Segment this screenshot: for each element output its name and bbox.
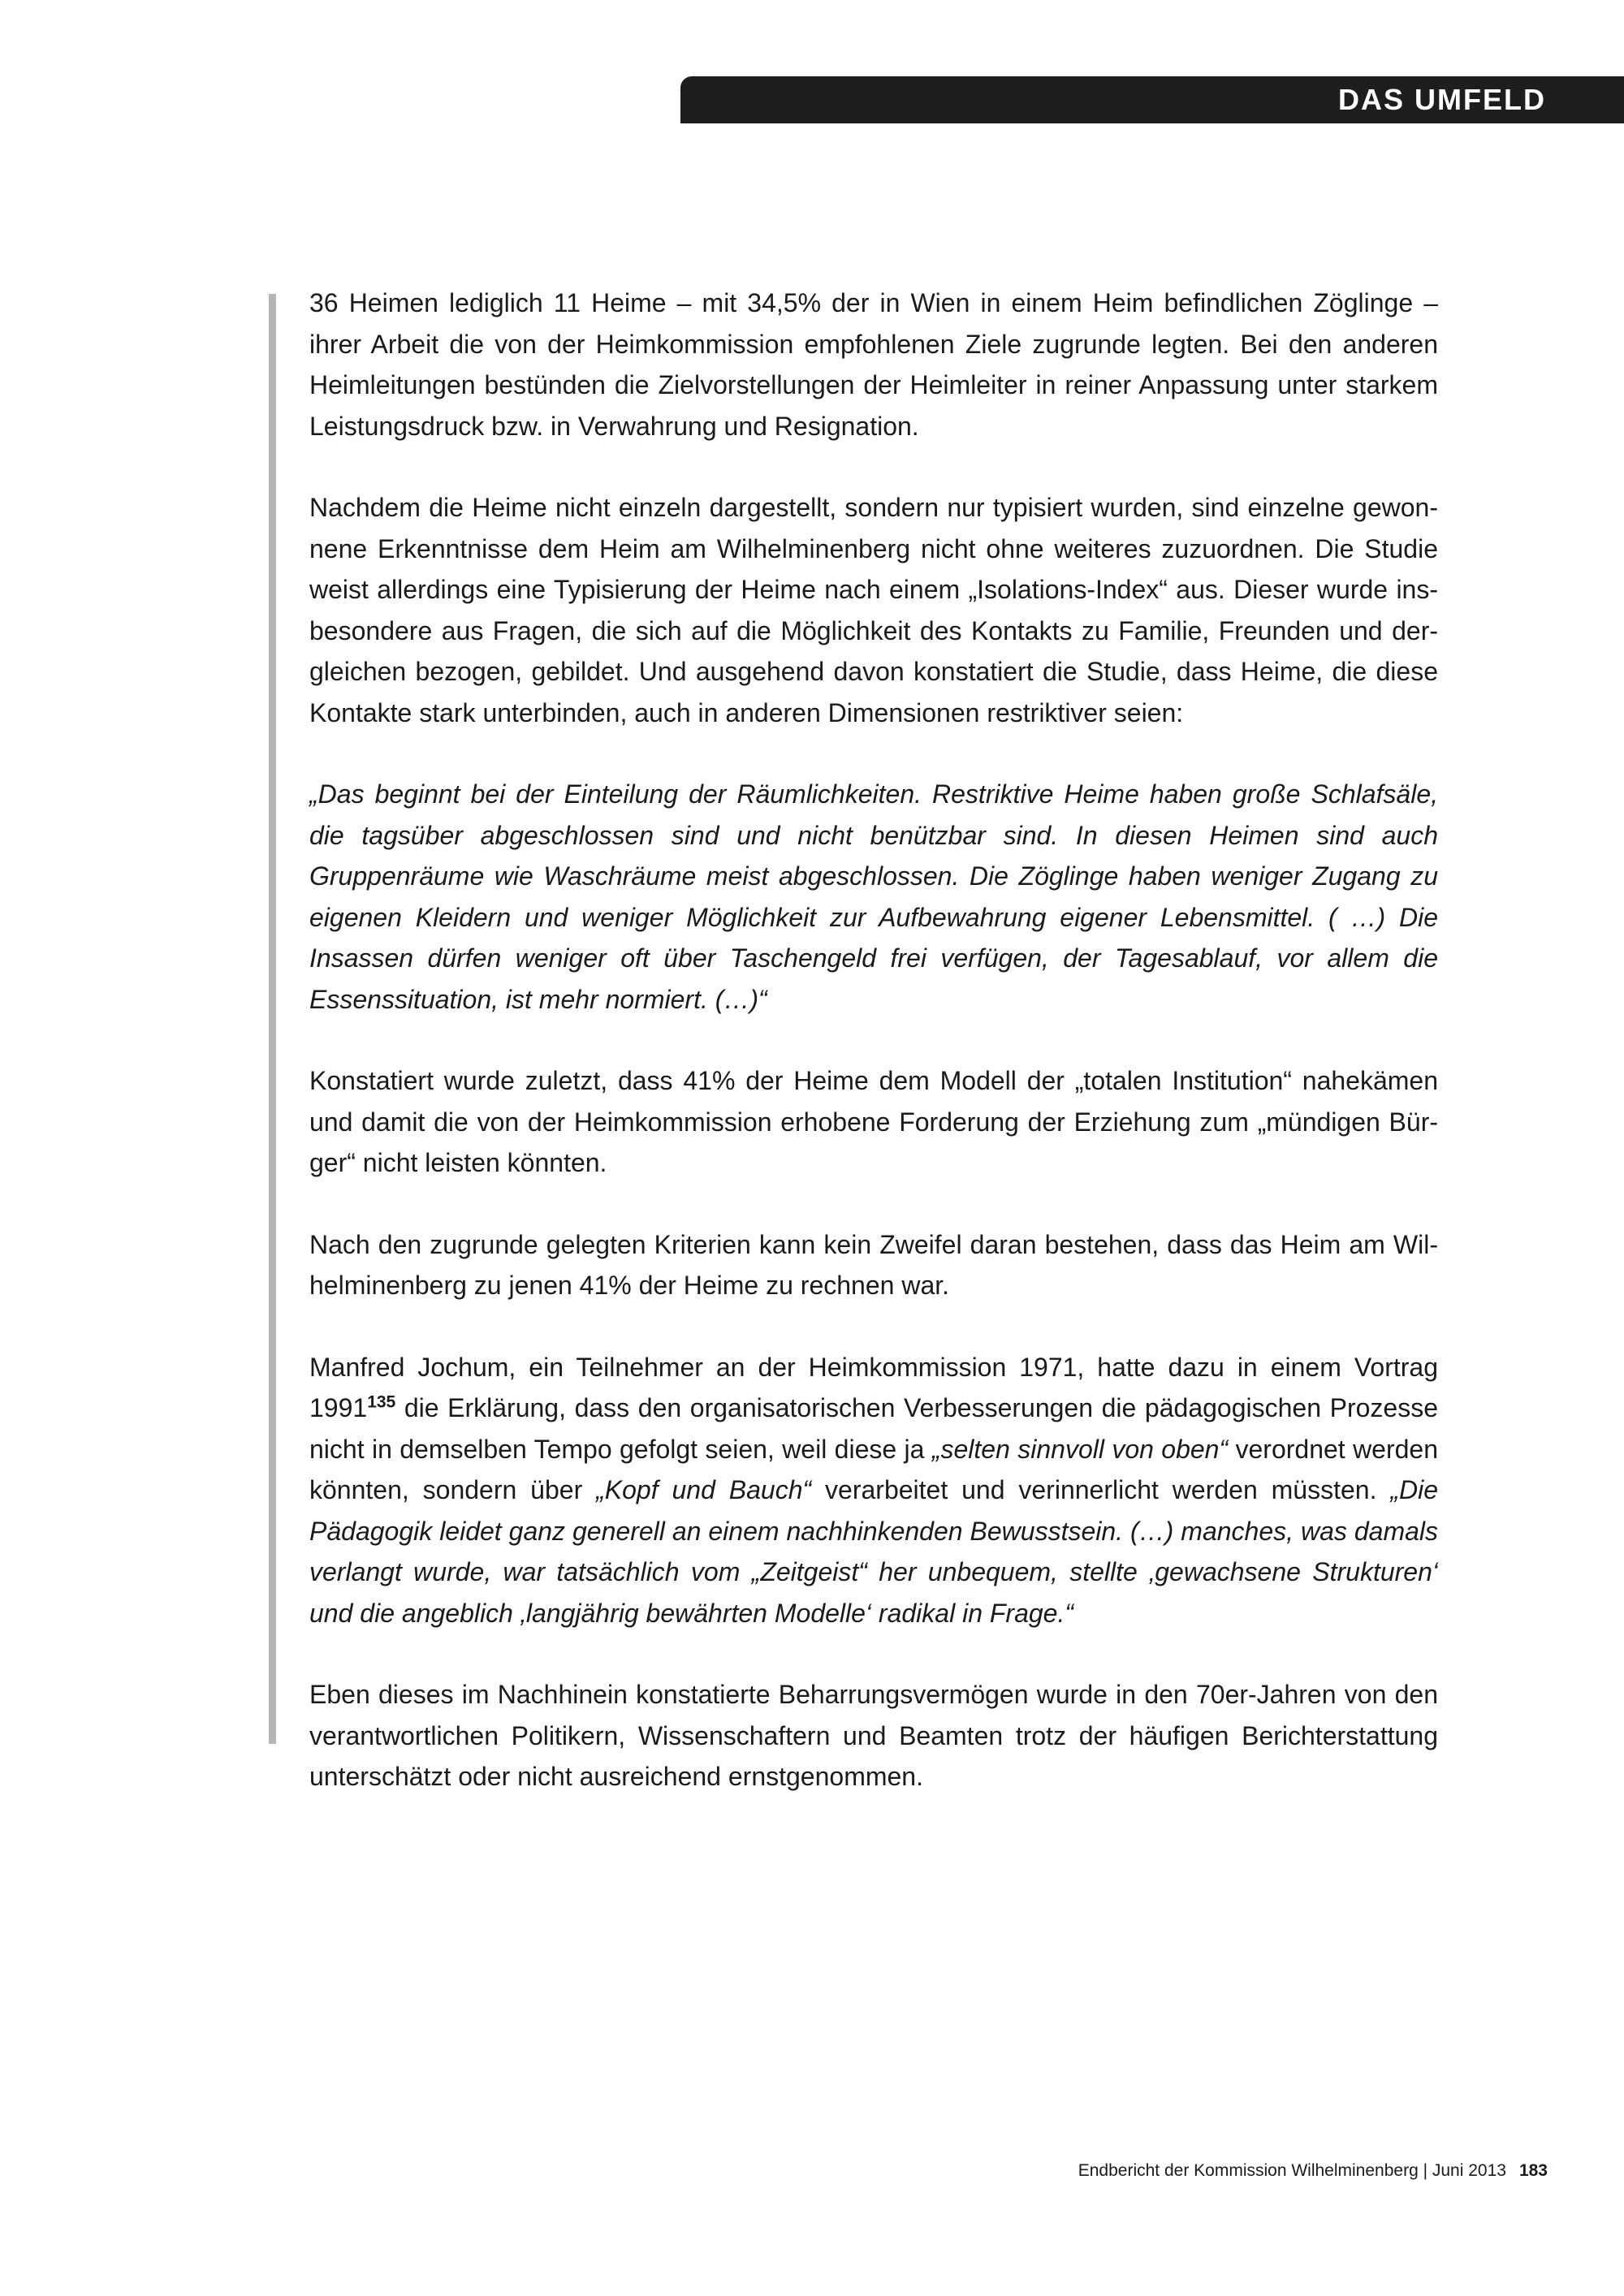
section-title: DAS UMFELD: [1338, 83, 1546, 116]
footnote-marker: 135: [367, 1392, 396, 1412]
paragraph-5-text-3: verordnet werden könnten, sondern über: [309, 1434, 1439, 1504]
block-quote: „Das beginnt bei der Einteilung der Räumlichkeiten. Restriktive Heime haben große Schlafsäle, die tagsüber abgeschlossen sind und nicht benützbar sind. In diesen Heimen sind auch Gruppenräume wie Waschräume meist abgeschlossen. Die Zöglinge haben weniger Zugang zu eigenen Kleidern und weniger Möglichkeit zur Aufbewahrung eigener Lebensmittel. ( …) Die Insassen dürfen weniger oft über Taschengeld frei verfügen, der Tagesablauf, vor allem die Essenssituation, ist mehr normiert. (…)“: [309, 779, 1438, 1014]
paragraph-4: Nach den zugrunde gelegten Kriterien kann kein Zweifel daran bestehen, dass das Heim am Wilhelminenberg zu jenen 41% der Heime zu rechnen war.: [309, 1229, 1438, 1300]
paragraph-6: Eben dieses im Nachhinein konstatierte Beharrungsvermögen wurde in den 70er-Jahren von den verantwortlichen Politikern, Wissenschaftern und Beamten trotz der häufigen Berichterstattung unterschätzt oder nicht ausreichend ernstgenommen.: [309, 1680, 1438, 1791]
paragraph-5: [309, 1347, 1438, 1634]
inline-quote-1: „selten sinnvoll von oben“: [931, 1434, 1229, 1464]
margin-rule: [269, 294, 276, 1744]
paragraph-3: Konstatiert wurde zuletzt, dass 41% der Heime dem Modell der „totalen Institution“ nahekämen und damit die von der Heimkommission erhobene Forderung der Erziehung zum „mündigen Bürger“ nicht leisten könnten.: [309, 1066, 1438, 1177]
page-footer: [1078, 2161, 1548, 2181]
section-header-bar: [680, 76, 1624, 123]
footer-citation: Endbericht der Kommission Wilhelminenberg | Juni 2013: [1078, 2161, 1506, 2180]
page-number: 183: [1518, 2161, 1548, 2180]
paragraph-5-text-2: die Erklärung, dass den organisatorischen Verbesserungen die pädagogischen Prozesse nicht in demselben Tempo gefolgt seien, weil diese ja: [309, 1393, 1438, 1464]
body-text: [309, 283, 1438, 1838]
inline-quote-3: „Die Pädagogik leidet ganz generell an einem nachhinkenden Bewusstsein. (…) manches, was damals verlangt wurde, war tatsächlich vom „Zeitgeist“ her unbequem, stellte ‚gewachsene Strukturen‘ und die angeblich ‚langjährig bewährten Modelle‘ radikal in Frage.“: [309, 1475, 1439, 1628]
paragraph-5-text-4: verarbeitet und verinnerlicht werden müssten.: [811, 1475, 1391, 1504]
paragraph-5-text-1: Manfred Jochum, ein Teilnehmer an der Heimkommission 1971, hatte dazu in einem Vortrag 1991: [309, 1352, 1438, 1422]
paragraph-1: 36 Heimen lediglich 11 Heime – mit 34,5% der in Wien in einem Heim befindlichen Zöglinge – ihrer Arbeit die von der Heimkommission empfohlenen Ziele zugrunde legten. Bei den anderen Heimleitungen bestünden die Zielvorstellungen der Heimleiter in reiner Anpassung unter starkem Leistungsdruck bzw. in Verwahrung und Resignation.: [309, 288, 1438, 441]
paragraph-2: Nachdem die Heime nicht einzeln dargestellt, sondern nur typisiert wurden, sind einzelne gewonnene Erkenntnisse dem Heim am Wilhelminenberg nicht ohne weiteres zuzuordnen. Die Studie weist allerdings eine Typisierung der Heime nach einem „Isolations-Index“ aus. Dieser wurde insbesondere aus Fragen, die sich auf die Möglichkeit des Kontakts zu Familie, Freunden und dergleichen bezogen, gebildet. Und ausgehend davon konstatiert die Studie, dass Heime, die diese Kontakte stark unterbinden, auch in anderen Dimensionen restriktiver seien:: [309, 493, 1438, 727]
inline-quote-2: „Kopf und Bauch“: [596, 1475, 812, 1504]
